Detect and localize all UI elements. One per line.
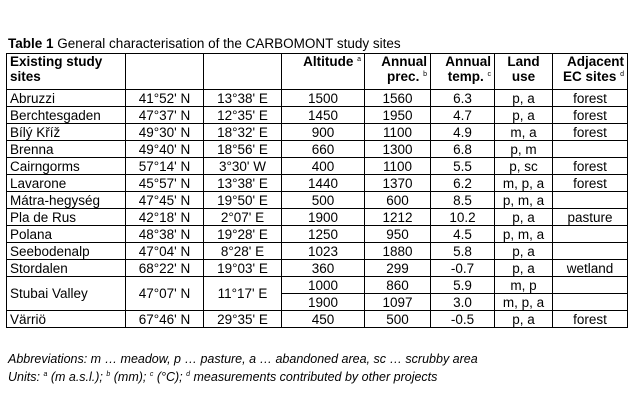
cell-land-use: p, sc (495, 158, 553, 175)
cell-altitude: 1023 (282, 243, 365, 260)
table-row (7, 260, 628, 277)
cell-temp: 5.9 (431, 277, 495, 294)
cell-land-use: m, p, a (495, 294, 553, 311)
cell-adjacent-ec: pasture (553, 209, 628, 226)
cell-latitude: 68°22' N (126, 260, 204, 277)
cell-site: Seebodenalp (7, 243, 126, 260)
cell-precip: 299 (365, 260, 431, 277)
cell-land-use: p, a (495, 107, 553, 124)
cell-precip: 860 (365, 277, 431, 294)
cell-site: Bílý Kříž (7, 124, 126, 141)
table-row (7, 141, 628, 158)
cell-latitude: 47°04' N (126, 243, 204, 260)
cell-site: Värriö (7, 311, 126, 328)
cell-adjacent-ec (553, 226, 628, 243)
cell-temp: 6.3 (431, 90, 495, 107)
cell-temp: -0.5 (431, 311, 495, 328)
cell-adjacent-ec (553, 192, 628, 209)
cell-land-use: p, a (495, 209, 553, 226)
cell-site: Brenna (7, 141, 126, 158)
cell-site: Mátra-hegység (7, 192, 126, 209)
cell-temp: 6.8 (431, 141, 495, 158)
cell-precip: 1880 (365, 243, 431, 260)
header-lon (204, 54, 282, 90)
cell-precip: 500 (365, 311, 431, 328)
cell-temp: 4.7 (431, 107, 495, 124)
table-header (7, 54, 628, 90)
cell-precip: 1100 (365, 124, 431, 141)
cell-site: Stubai Valley (7, 277, 126, 311)
cell-altitude: 1900 (282, 294, 365, 311)
cell-land-use: p, m, a (495, 192, 553, 209)
cell-altitude: 900 (282, 124, 365, 141)
cell-adjacent-ec: forest (553, 124, 628, 141)
cell-longitude: 11°17' E (204, 277, 282, 311)
table-row (7, 209, 628, 226)
table-row (7, 175, 628, 192)
cell-land-use: m, a (495, 124, 553, 141)
cell-altitude: 1900 (282, 209, 365, 226)
cell-site: Pla de Rus (7, 209, 126, 226)
cell-longitude: 18°32' E (204, 124, 282, 141)
cell-altitude: 1450 (282, 107, 365, 124)
cell-altitude: 660 (282, 141, 365, 158)
cell-latitude: 49°40' N (126, 141, 204, 158)
abbreviations-note: Abbreviations: m … meadow, p … pasture, a … abandoned area, sc … scrubby area (8, 352, 478, 366)
cell-longitude: 19°50' E (204, 192, 282, 209)
table-body (7, 90, 628, 328)
cell-latitude: 47°07' N (126, 277, 204, 311)
cell-land-use: p, a (495, 260, 553, 277)
cell-adjacent-ec: forest (553, 90, 628, 107)
cell-adjacent-ec (553, 243, 628, 260)
cell-site: Abruzzi (7, 90, 126, 107)
cell-precip: 950 (365, 226, 431, 243)
cell-latitude: 42°18' N (126, 209, 204, 226)
cell-site: Berchtesgaden (7, 107, 126, 124)
study-sites-table (6, 53, 628, 328)
cell-land-use: p, a (495, 243, 553, 260)
header-site: Existing study sites (7, 54, 126, 90)
cell-longitude: 12°35' E (204, 107, 282, 124)
cell-altitude: 1500 (282, 90, 365, 107)
cell-temp: 4.9 (431, 124, 495, 141)
cell-latitude: 57°14' N (126, 158, 204, 175)
cell-longitude: 19°28' E (204, 226, 282, 243)
table-row (7, 311, 628, 328)
table-row (7, 90, 628, 107)
cell-site: Polana (7, 226, 126, 243)
cell-altitude: 1440 (282, 175, 365, 192)
cell-land-use: p, m, a (495, 226, 553, 243)
cell-temp: 5.8 (431, 243, 495, 260)
table-row (7, 192, 628, 209)
table-row (7, 226, 628, 243)
cell-precip: 600 (365, 192, 431, 209)
cell-longitude: 13°38' E (204, 175, 282, 192)
cell-precip: 1097 (365, 294, 431, 311)
cell-temp: 6.2 (431, 175, 495, 192)
table-row (7, 124, 628, 141)
cell-altitude: 1000 (282, 277, 365, 294)
header-lat (126, 54, 204, 90)
cell-longitude: 19°03' E (204, 260, 282, 277)
table-row (7, 107, 628, 124)
cell-precip: 1370 (365, 175, 431, 192)
cell-precip: 1560 (365, 90, 431, 107)
cell-precip: 1212 (365, 209, 431, 226)
cell-land-use: p, a (495, 90, 553, 107)
header-temp: Annual temp. $^c$ (431, 54, 495, 90)
cell-longitude: 2°07' E (204, 209, 282, 226)
cell-precip: 1100 (365, 158, 431, 175)
table-notes (8, 350, 478, 386)
cell-site: Cairngorms (7, 158, 126, 175)
header-land-use: Land use (495, 54, 553, 90)
cell-precip: 1950 (365, 107, 431, 124)
table-row (7, 158, 628, 175)
cell-latitude: 47°37' N (126, 107, 204, 124)
cell-land-use: m, p, a (495, 175, 553, 192)
header-adjacent-ec: Adjacent EC sites $^d$ (553, 54, 628, 90)
caption-label: Table 1 (8, 36, 54, 51)
cell-latitude: 67°46' N (126, 311, 204, 328)
cell-adjacent-ec (553, 141, 628, 158)
cell-altitude: 400 (282, 158, 365, 175)
cell-longitude: 8°28' E (204, 243, 282, 260)
cell-adjacent-ec: wetland (553, 260, 628, 277)
cell-latitude: 45°57' N (126, 175, 204, 192)
cell-altitude: 450 (282, 311, 365, 328)
cell-site: Stordalen (7, 260, 126, 277)
cell-latitude: 49°30' N (126, 124, 204, 141)
cell-altitude: 500 (282, 192, 365, 209)
table-row (7, 277, 628, 294)
cell-longitude: 3°30' W (204, 158, 282, 175)
cell-altitude: 360 (282, 260, 365, 277)
cell-temp: 5.5 (431, 158, 495, 175)
cell-adjacent-ec: forest (553, 175, 628, 192)
cell-longitude: 18°56' E (204, 141, 282, 158)
cell-altitude: 1250 (282, 226, 365, 243)
cell-land-use: p, a (495, 311, 553, 328)
cell-adjacent-ec: forest (553, 158, 628, 175)
units-note: Units: $^a$ (m a.s.l.); $^b$ (mm); $^c$ (°C); $^d$ measurements contributed by other projects (8, 370, 438, 384)
header-altitude: Altitude $^a$ (282, 54, 365, 90)
cell-temp: 3.0 (431, 294, 495, 311)
table-row (7, 243, 628, 260)
cell-latitude: 48°38' N (126, 226, 204, 243)
cell-temp: -0.7 (431, 260, 495, 277)
cell-adjacent-ec: forest (553, 107, 628, 124)
cell-longitude: 29°35' E (204, 311, 282, 328)
cell-temp: 10.2 (431, 209, 495, 226)
header-precip: Annual prec. $^b$ (365, 54, 431, 90)
cell-latitude: 47°45' N (126, 192, 204, 209)
cell-temp: 8.5 (431, 192, 495, 209)
cell-land-use: p, m (495, 141, 553, 158)
caption-text: General characterisation of the CARBOMONT study sites (53, 36, 401, 51)
cell-latitude: 41°52' N (126, 90, 204, 107)
cell-adjacent-ec (553, 277, 628, 294)
cell-precip: 1300 (365, 141, 431, 158)
cell-adjacent-ec: forest (553, 311, 628, 328)
cell-site: Lavarone (7, 175, 126, 192)
cell-adjacent-ec (553, 294, 628, 311)
cell-land-use: m, p (495, 277, 553, 294)
cell-longitude: 13°38' E (204, 90, 282, 107)
table-caption (8, 36, 401, 51)
cell-temp: 4.5 (431, 226, 495, 243)
